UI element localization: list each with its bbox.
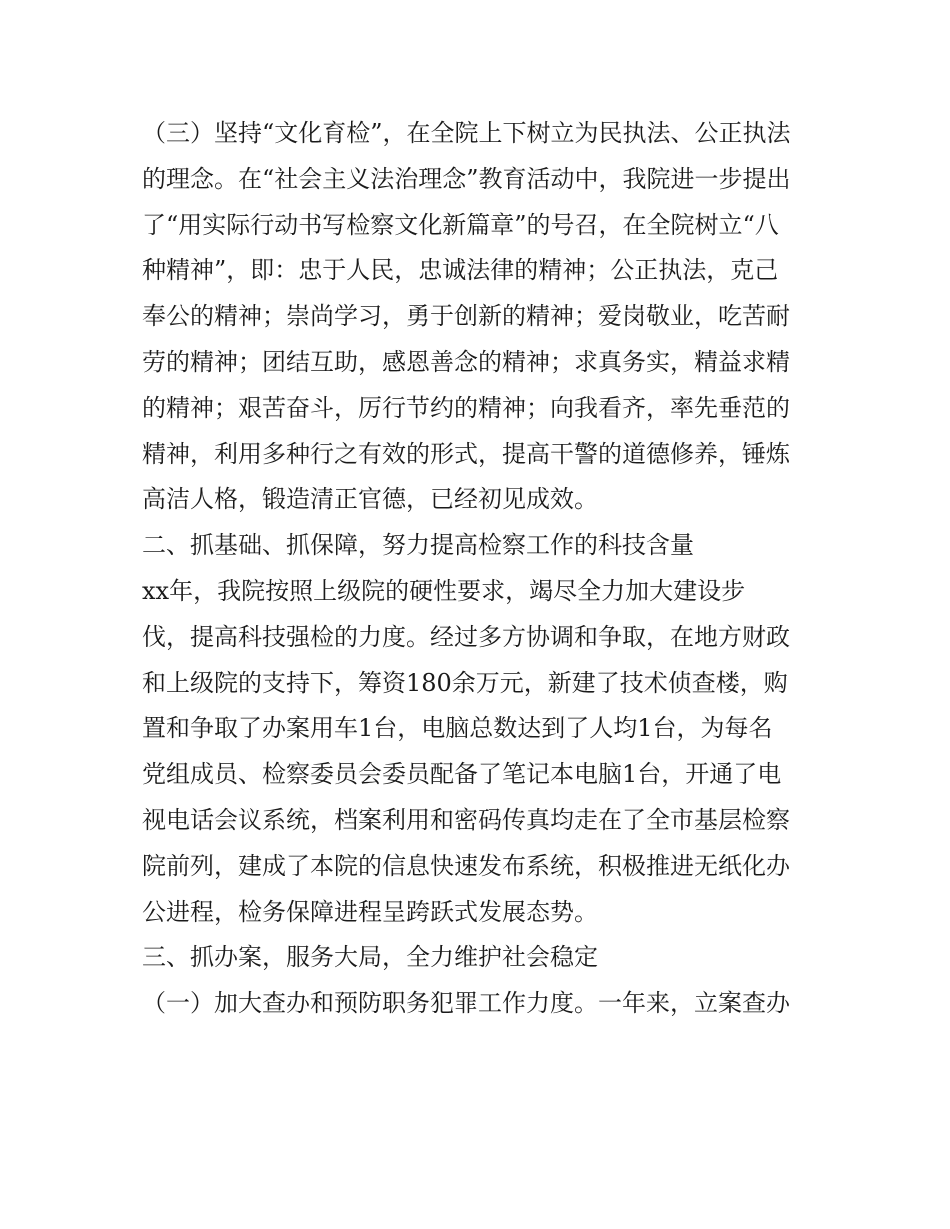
text-line: 视电话会议系统，档案利用和密码传真均走在了全市基层检察 (142, 805, 790, 834)
text-line: 置和争取了办案用车1台，电脑总数达到了人均1台，为每名 (142, 714, 773, 743)
text-line: 精神，利用多种行之有效的形式，提高干警的道德修养，锤炼 (142, 439, 790, 468)
text-line: 院前列，建成了本院的信息快速发布系统，积极推进无纸化办 (142, 851, 790, 880)
text-line: 了“用实际行动书写检察文化新篇章”的号召，在全院树立“八 (142, 210, 779, 239)
text-line: 高洁人格，锻造清正官德，已经初见成效。 (142, 485, 598, 514)
text-line: 公进程，检务保障进程呈跨跃式发展态势。 (142, 897, 598, 926)
section-heading: 二、抓基础、抓保障，努力提高检察工作的科技含量 (142, 531, 694, 560)
text-line: 伐，提高科技强检的力度。经过多方协调和争取，在地方财政 (142, 622, 790, 651)
body-text (142, 111, 822, 1027)
text-line: xx年，我院按照上级院的硬性要求，竭尽全力加大建设步 (142, 576, 746, 605)
text-line: 和上级院的支持下，筹资180余万元，新建了技术侦查楼，购 (142, 668, 788, 697)
text-line: 奉公的精神；崇尚学习，勇于创新的精神；爱岗敬业，吃苦耐 (142, 302, 790, 331)
text-line: （一）加大查办和预防职务犯罪工作力度。一年来，立案查办 (142, 989, 790, 1018)
text-line: 的理念。在“社会主义法治理念”教育活动中，我院进一步提出 (142, 164, 791, 193)
text-line: （三）坚持“文化育检”，在全院上下树立为民执法、公正执法 (142, 119, 791, 147)
text-line: 种精神”，即：忠于人民，忠诚法律的精神；公正执法，克己 (142, 256, 779, 285)
section-heading: 三、抓办案，服务大局，全力维护社会稳定 (142, 943, 598, 972)
text-line: 党组成员、检察委员会委员配备了笔记本电脑1台，开通了电 (142, 760, 782, 789)
text-line: 的精神；艰苦奋斗，厉行节约的精神；向我看齐，率先垂范的 (142, 393, 790, 422)
text-line: 劳的精神；团结互助，感恩善念的精神；求真务实，精益求精 (142, 347, 790, 376)
